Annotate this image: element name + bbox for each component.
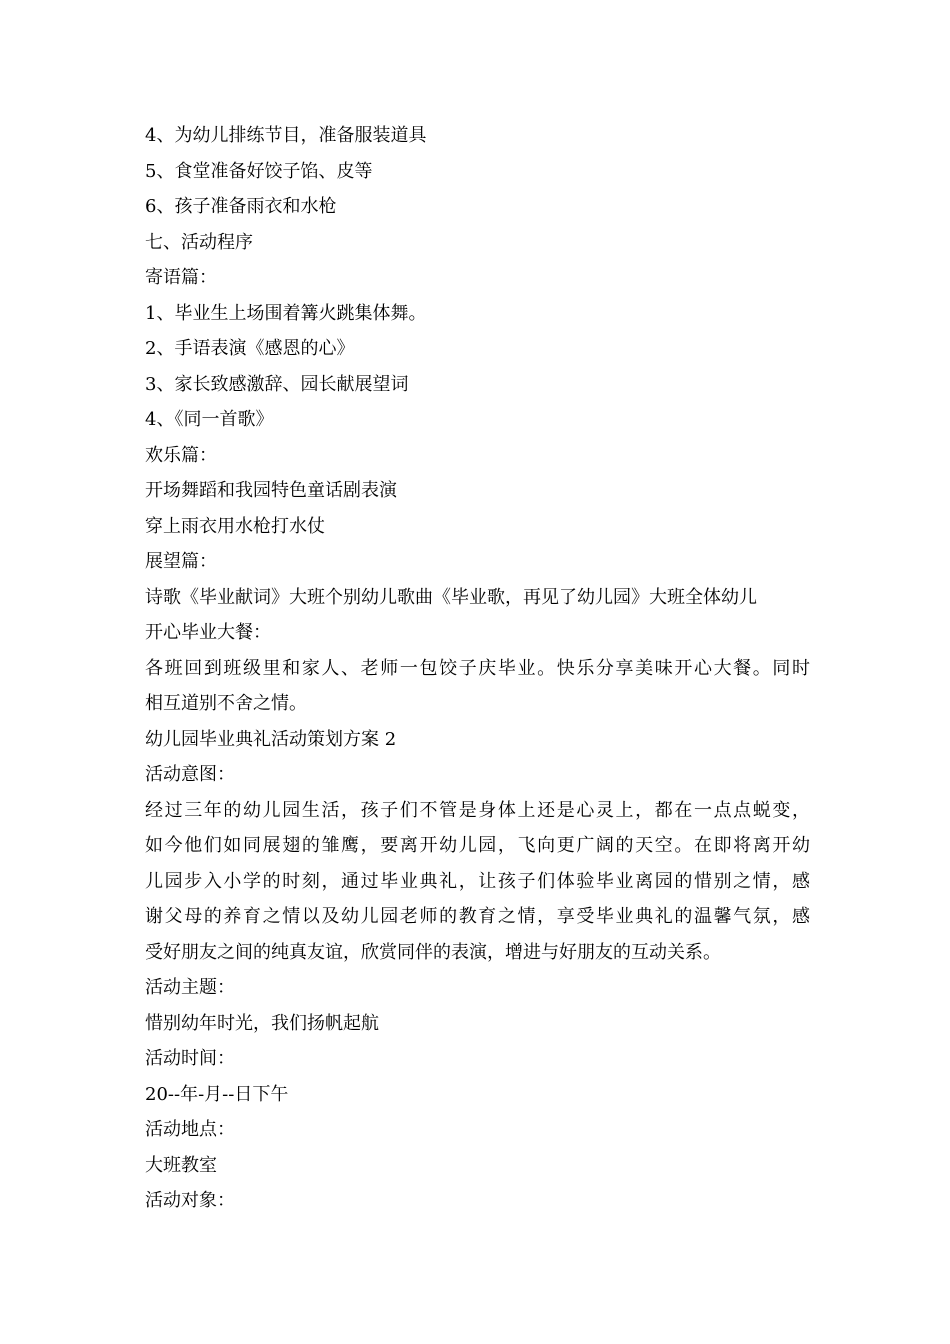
paragraph-line: 儿园步入小学的时刻，通过毕业典礼，让孩子们体验毕业离园的惜别之情，感: [145, 870, 810, 892]
subsection-heading: 活动意图：: [145, 764, 235, 785]
text-line: 惜别幼年时光，我们扬帆起航: [145, 1012, 379, 1034]
subsection-heading: 开心毕业大餐：: [145, 622, 271, 643]
paragraph-dinner: [145, 651, 810, 722]
text-line: 穿上雨衣用水枪打水仗: [145, 515, 325, 537]
text-line: 开场舞蹈和我园特色童话剧表演: [145, 480, 397, 501]
subsection-heading: 活动时间：: [145, 1048, 235, 1069]
paragraph-line: 如今他们如同展翅的雏鹰，要离开幼儿园，飞向更广阔的天空。在即将离开幼: [145, 835, 810, 856]
text-line: 大班教室: [145, 1154, 217, 1176]
list-item: 3、家长致感激辞、园长献展望词: [145, 373, 409, 395]
document-title: 幼儿园毕业典礼活动策划方案 2: [145, 728, 397, 750]
paragraph-line: 各班回到班级里和家人、老师一包饺子庆毕业。快乐分享美味开心大餐。同时: [145, 657, 810, 679]
subsection-heading: 欢乐篇：: [145, 444, 217, 466]
subsection-heading: 活动地点：: [145, 1119, 235, 1140]
paragraph-line: 受好朋友之间的纯真友谊，欣赏同伴的表演，增进与好朋友的互动关系。: [145, 941, 721, 963]
paragraph-intent: [145, 793, 810, 971]
subsection-heading: 寄语篇：: [145, 267, 217, 288]
paragraph-line: 经过三年的幼儿园生活，孩子们不管是身体上还是心灵上，都在一点点蜕变，: [145, 799, 810, 821]
text-line: 20--年-月--日下午: [145, 1083, 289, 1105]
section-heading: 七、活动程序: [145, 231, 253, 253]
list-item: 2、手语表演《感恩的心》: [145, 338, 355, 359]
list-item: 6、孩子准备雨衣和水枪: [145, 196, 337, 217]
list-item: 4、为幼儿排练节目，准备服装道具: [145, 125, 427, 146]
subsection-heading: 展望篇：: [145, 551, 217, 572]
list-item: 5、食堂准备好饺子馅、皮等: [145, 160, 373, 182]
paragraph-line: 相互道别不舍之情。: [145, 693, 307, 714]
document-body: [145, 118, 810, 1219]
subsection-heading: 活动主题：: [145, 977, 235, 998]
list-item: 4、《同一首歌》: [145, 409, 274, 430]
subsection-heading: 活动对象：: [145, 1190, 235, 1211]
list-item: 1、毕业生上场围着篝火跳集体舞。: [145, 302, 427, 324]
text-line: 诗歌《毕业献词》大班个别幼儿歌曲《毕业歌，再见了幼儿园》大班全体幼儿: [145, 586, 757, 608]
paragraph-line: 谢父母的养育之情以及幼儿园老师的教育之情，享受毕业典礼的温馨气氛，感: [145, 906, 810, 927]
